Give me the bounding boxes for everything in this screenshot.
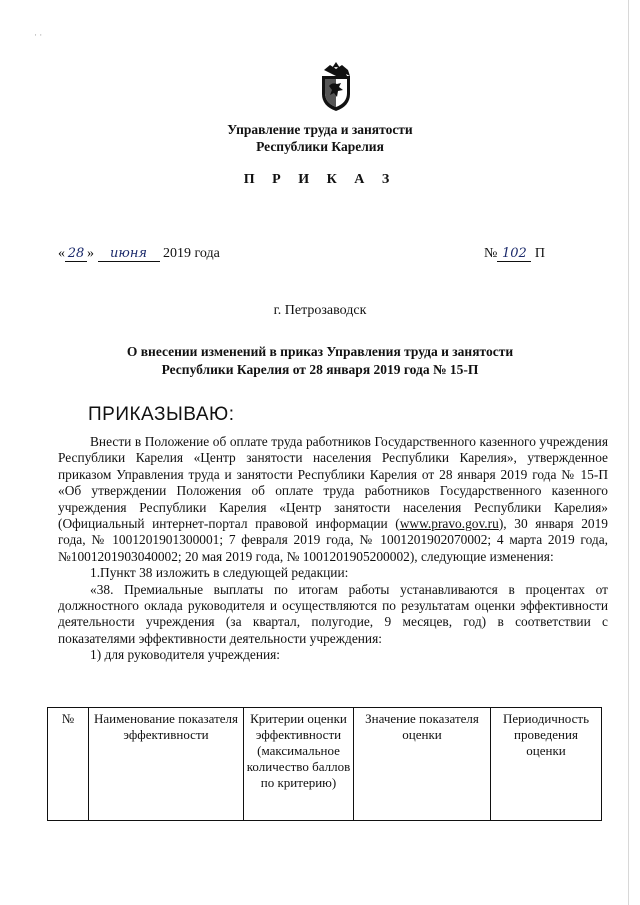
paragraph-amendment <box>58 434 608 565</box>
document-type-title: П Р И К А З <box>243 172 397 187</box>
header-cell-periodicity: Периодичность проведения оценки <box>491 708 602 821</box>
handwritten-number: 102 <box>497 246 531 262</box>
issuing-organization <box>0 121 640 155</box>
city-line: г. Петрозаводск <box>273 303 367 318</box>
number-sign: № <box>484 246 498 261</box>
number-suffix: П <box>534 246 545 261</box>
subject-line-1: О внесении изменений в приказ Управления труда и занятости <box>126 344 514 359</box>
scan-marks: · · <box>34 30 43 40</box>
order-date <box>58 246 220 262</box>
header-cell-number: № <box>48 708 89 821</box>
org-line-1: Управление труда и занятости <box>227 122 413 137</box>
paragraph-subitem-1: 1) для руководителя учреждения: <box>90 647 281 663</box>
table-header-row <box>48 708 602 821</box>
order-number <box>484 246 545 262</box>
order-subject <box>0 343 640 379</box>
paragraph-amendment-tail: ), 30 января 2019 года, № 1001201901300001; 7 февраля 2019 года, № 1001201902070002; 4 марта 2019 года, №1001201903040002; 20 мая 2019 года, № 1001201905200002), следующие изменения: <box>58 516 609 564</box>
paragraph-item-38: «38. Премиальные выплаты по итогам работы устанавливаются в процентах от должностного оклада руководителя и осуществляются по результатам оценки эффективности деятельности учреждения (за квартал, полугодие, 9 месяцев, год) в соответствии с показателями эффективности деятельности учреждения: <box>58 581 608 646</box>
header-cell-indicator-name: Наименование показателя эффективности <box>89 708 244 821</box>
handwritten-day: 28 <box>65 246 87 262</box>
handwritten-month: июня <box>98 246 160 262</box>
pravo-gov-link[interactable]: www.pravo.gov.ru <box>399 516 499 532</box>
subject-line-2: Республики Карелия от 28 января 2019 года № 15-П <box>161 362 479 377</box>
paragraph-amendment-text: Внести в Положение об оплате труда работников Государственного казенного учреждения Республики Карелия «Центр занятости населения Республики Карелия», утвержденное приказом Управления труда и занятости Республики Карелия от 28 января 2019 года № 15-П «Об утверждении Положения об оплате труда работников Государственного казенного учреждения Республики Карелия «Центр занятости населения Республики Карелия» (Официальный интернет-портал правовой информации ( <box>58 434 608 532</box>
year-text: 2019 года <box>163 246 220 261</box>
header-cell-criteria: Критерии оценки эффективности (максимальное количество баллов по критерию) <box>244 708 354 821</box>
order-body <box>58 434 608 664</box>
karelia-coat-of-arms-icon <box>316 62 356 112</box>
quote-open: « <box>58 246 65 261</box>
paragraph-item-1: 1.Пункт 38 изложить в следующей редакции: <box>90 565 349 581</box>
indicators-table <box>47 707 602 821</box>
org-line-2: Республики Карелия <box>256 139 384 154</box>
order-directive-word: ПРИКАЗЫВАЮ: <box>88 404 235 425</box>
quote-close: » <box>87 246 94 261</box>
header-cell-value: Значение показателя оценки <box>354 708 491 821</box>
